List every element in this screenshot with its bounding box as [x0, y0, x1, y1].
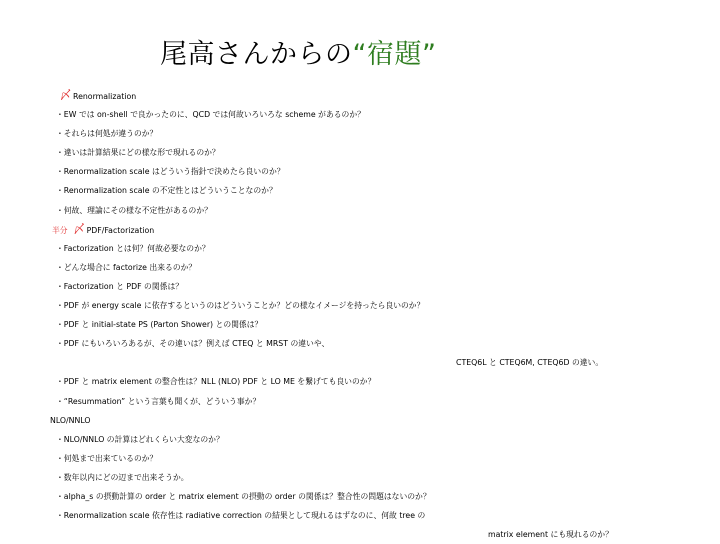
- list-item: [0, 181, 720, 200]
- page-title: [160, 32, 436, 71]
- list-item: [0, 105, 720, 124]
- list-item-text: ・違いは計算結果にどの様な形で現れるのか？: [56, 148, 220, 158]
- list-item: [0, 506, 720, 525]
- section-heading-renormalization: Renormalization: [73, 92, 137, 101]
- list-item-text: ・PDF が energy scale に依存するというのはどういうことか？どの様なイメージを持ったら良いのか？: [56, 301, 425, 311]
- list-item: [0, 86, 720, 105]
- section-heading-pdf-factorization: PDF/Factorization: [86, 225, 155, 235]
- list-item: [0, 124, 720, 143]
- list-item: [0, 162, 720, 181]
- list-item-text: ・“Resummation” という言葉も聞くが、どういう事か？: [56, 396, 261, 406]
- list-item-continuation: [0, 353, 720, 372]
- slide-body: [0, 86, 720, 544]
- list-item-text: ・Renormalization scale 依存性は radiative correction の結果として現れるはずなのに、何故 tree の: [56, 511, 426, 521]
- list-item-text: ・Factorization とは何？何故必要なのか？: [56, 243, 210, 253]
- list-item: [0, 487, 720, 506]
- list-item: [0, 315, 720, 334]
- check-mark-icon: 〆: [59, 88, 72, 102]
- title-accent: “宿題”: [352, 39, 437, 70]
- list-item: [0, 201, 720, 220]
- list-item-text: ・Renormalization scale はどういう指針で決めたら良いのか？: [56, 167, 285, 177]
- list-item: [0, 430, 720, 449]
- list-item: [0, 468, 720, 487]
- list-item: [0, 334, 720, 353]
- list-item-text: ・どんな場合に factorize 出来るのか？: [56, 262, 197, 272]
- list-item: [0, 449, 720, 468]
- list-item-text: CTEQ6L と CTEQ6M, CTEQ6D の違い。: [456, 358, 604, 368]
- half-label: 半分: [52, 225, 68, 235]
- list-item: [0, 239, 720, 258]
- title-main: 尾高さんからの: [160, 39, 353, 70]
- list-item-text: ・PDF と matrix element の整合性は？NLL (NLO) PDF と LO ME を繋げても良いのか？: [56, 377, 376, 387]
- list-item: [0, 296, 720, 315]
- list-item-text: matrix element にも現れるのか？: [488, 530, 613, 540]
- list-item: [0, 277, 720, 296]
- list-item-text: ・NLO/NNLO の計算はどれくらい大変なのか？: [56, 434, 224, 444]
- list-item: [0, 220, 720, 239]
- list-item-text: ・数年以内にどの辺まで出来そうか。: [56, 472, 189, 482]
- list-item-text: ・Renormalization scale の不定性とはどういうことなのか？: [56, 186, 277, 196]
- section-heading-nlo-nnlo: [0, 411, 720, 430]
- list-item: [0, 143, 720, 162]
- list-item-text: ・alpha_s の摂動計算の order と matrix element の摂動の order の関係は？整合性の問題はないのか？: [56, 491, 431, 501]
- list-item-text: ・それらは何処が違うのか？: [56, 129, 158, 139]
- list-item-text: ・Factorization と PDF の関係は？: [56, 281, 184, 291]
- list-item: [0, 258, 720, 277]
- list-item: [0, 372, 720, 391]
- section-heading-text: NLO/NNLO: [50, 415, 91, 425]
- list-item-text: ・EW では on-shell で良かったのに、QCD では何故いろいろな scheme があるのか？: [56, 110, 365, 120]
- check-mark-icon: 〆: [73, 221, 86, 236]
- list-item-continuation: [0, 525, 720, 544]
- list-item-text: ・何故、理論にその様な不定性があるのか？: [56, 205, 212, 215]
- list-item-text: ・何処まで出来ているのか？: [56, 453, 158, 463]
- list-item: [0, 392, 720, 411]
- list-item-text: ・PDF と initial-state PS (Parton Shower) との関係は？: [56, 320, 263, 330]
- list-item-text: ・PDF にもいろいろあるが、その違いは？例えば CTEQ と MRST の違いや、: [56, 339, 330, 349]
